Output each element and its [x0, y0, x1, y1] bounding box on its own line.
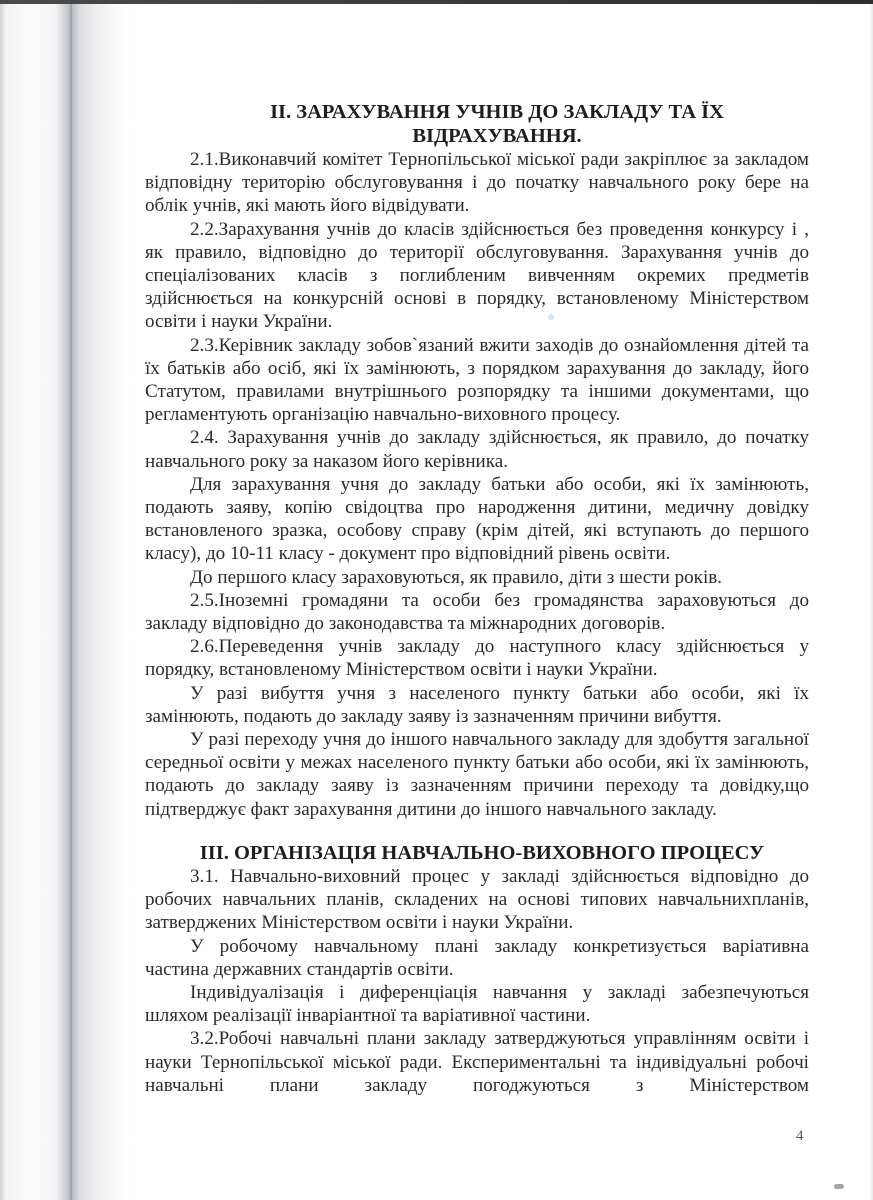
paragraph-departure: У разі вибуття учня з населеного пункту батьки або особи, які їх замінюють, подають до закладу заяву із зазначенням причини вибуття.: [145, 682, 809, 727]
paragraph-transfer: У разі переходу учня до іншого навчального закладу для здобуття загальної середньої освіти у межах населеного пункту батьки або особи, які їх замінюють, подають до закладу заяву із зазначенням причини переходу та довідку,що підтверджує факт зарахування дитини до іншого навчального закладу.: [145, 729, 809, 820]
paragraph-3-2: 3.2.Робочі навчальні плани закладу затверджуються управлінням освіти і науки Тернопільської міської ради. Експериментальні та індивідуальні робочі навчальні плани закладу погоджуються з Міністерством: [145, 1028, 809, 1096]
page-right-edge: [869, 4, 873, 1200]
paragraph-2-4: 2.4. Зарахування учнів до закладу здійснюється, як правило, до початку навчального року за наказом його керівника.: [145, 427, 809, 472]
binding-shadow: [72, 4, 132, 1200]
section-3-heading: III. ОРГАНІЗАЦІЯ НАВЧАЛЬНО-ВИХОВНОГО ПРОЦЕСУ: [199, 841, 765, 864]
paragraph-2-1: 2.1.Виконавчий комітет Тернопільської міської ради закріплює за закладом відповідну територію обслуговування і до початку навчального року бере на облік учнів, які мають його відвідувати.: [145, 149, 809, 217]
paragraph-variative-part: У робочому навчальному плані закладу конкретизується варіативна частина державних стандартів освіти.: [145, 935, 809, 980]
document-page: [145, 100, 809, 1097]
section-2-heading: II. ЗАРАХУВАННЯ УЧНІВ ДО ЗАКЛАДУ ТА ЇХ ВІДРАХУВАННЯ.: [270, 101, 724, 147]
paragraph-enrollment-documents: Для зарахування учня до закладу батьки або особи, які їх замінюють, подають заяву, копію свідоцтва про народження дитини, медичну довідку встановленого зразка, особову справу (крім дітей, які вступають до першого класу), до 10-11 класу - документ про відповідний рівень освіти.: [145, 473, 809, 565]
page-number: 4: [796, 1128, 804, 1144]
paragraph-2-5: 2.5.Іноземні громадяни та особи без громадянства зараховуються до закладу відповідно до законодавства та міжнародних договорів.: [145, 589, 809, 635]
paragraph-2-3: 2.3.Керівник закладу зобов`язаний вжити заходів до ознайомлення дітей та їх батьків або осіб, які їх замінюють, з порядком зарахування до закладу, його Статутом, правилами внутрішнього розпорядку та іншими документами, що регламентують організацію навчально-виховного процесу.: [145, 334, 809, 426]
scan-mark: [834, 1184, 844, 1189]
paragraph-3-1: 3.1. Навчально-виховний процес у закладі здійснюється відповідно до робочих навчальних планів, складених на основі типових навчальнихпланів, затверджених Міністерством освіти і науки України.: [145, 865, 809, 934]
paragraph-first-grade-age: До першого класу зараховуються, як правило, діти з шести років.: [190, 566, 723, 588]
paragraph-2-6: 2.6.Переведення учнів закладу до наступного класу здійснюється у порядку, встановленому Міністерством освіти і науки України.: [145, 636, 809, 681]
paragraph-2-2: 2.2.Зарахування учнів до класів здійснюється без проведення конкурсу і , як правило, відповідно до території обслуговування. Зарахування учнів до спеціалізованих класів з поглибленим вивченням окремих предметів здійснюється на конкурсній основі в порядку, встановленому Міністерством освіти і науки України.: [145, 218, 809, 333]
paragraph-individualization: Індивідуалізація і диференціація навчання у закладі забезпечуються шляхом реалізації інваріантної та варіативної частини.: [145, 981, 809, 1027]
previous-page-edge: [0, 4, 72, 1200]
